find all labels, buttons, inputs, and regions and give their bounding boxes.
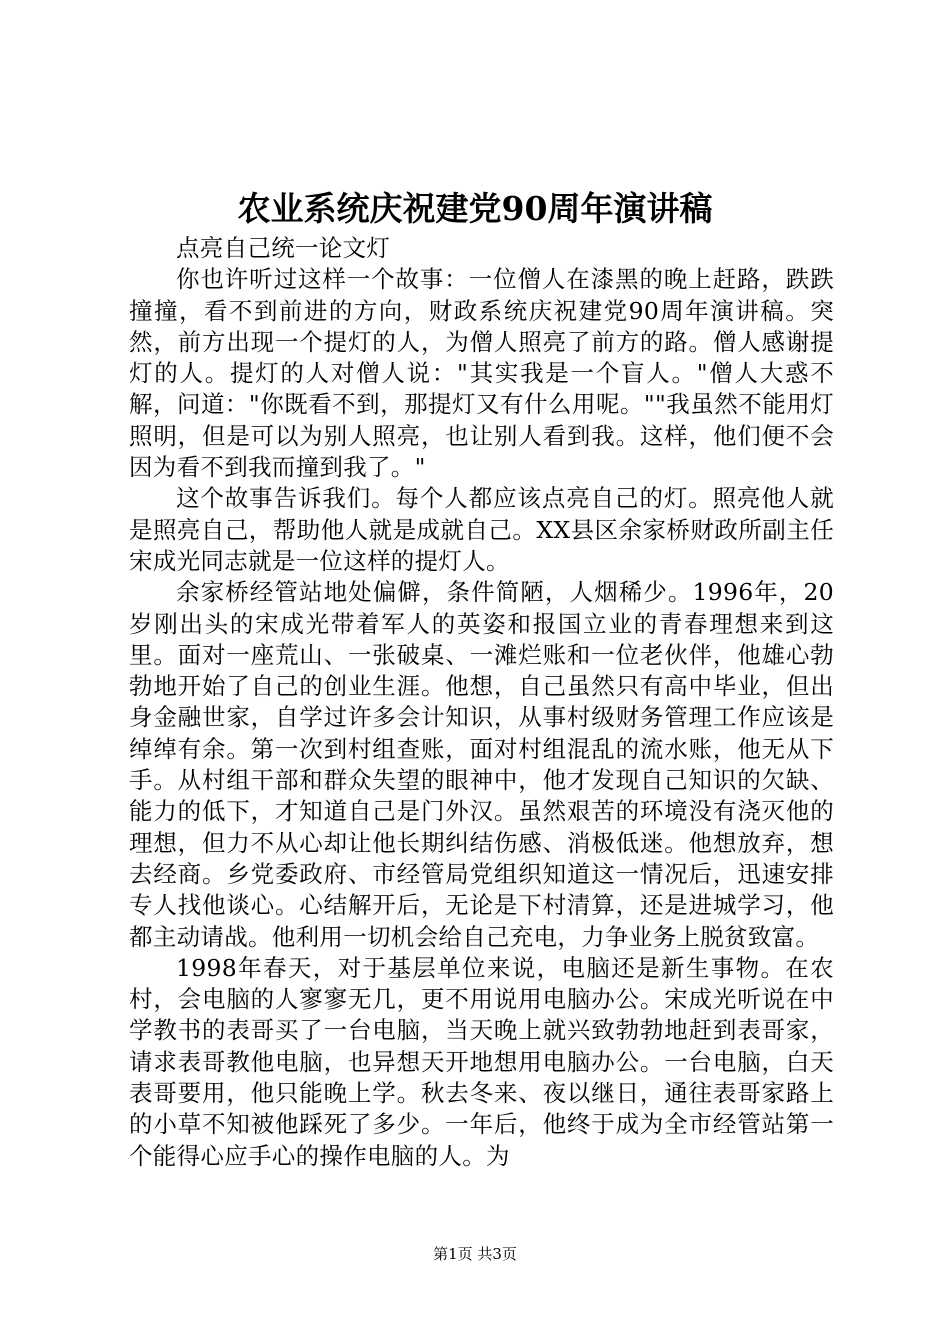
paragraph-story: 你也许听过这样一个故事：一位僧人在漆黑的晚上赶路，跌跌撞撞，看不到前进的方向，财政系统庆祝建党90周年演讲稿。突然，前方出现一个提灯的人，为僧人照亮了前方的路。僧人感谢提灯的人。提灯的人对僧人说："其实我是一个盲人。"僧人大惑不解，问道："你既看不到，那提灯又有什么用呢。""我虽然不能用灯照明，但是可以为别人照亮，也让别人看到我。这样，他们便不会因为看不到我而撞到我了。" xyxy=(129,265,834,482)
document-title: 农业系统庆祝建党90周年演讲稿 xyxy=(237,189,713,228)
paragraph-lesson: 这个故事告诉我们。每个人都应该点亮自己的灯。照亮他人就是照亮自己，帮助他人就是成就自己。XX县区余家桥财政所副主任宋成光同志就是一位这样的提灯人。 xyxy=(129,484,834,575)
paragraph-history: 余家桥经管站地处偏僻，条件简陋，人烟稀少。1996年，20岁刚出头的宋成光带着军人的英姿和报国立业的青春理想来到这里。面对一座荒山、一张破桌、一滩烂账和一位老伙伴，他雄心勃勃地开始了自己的创业生涯。他想，自己虽然只有高中毕业，但出身金融世家，自学过许多会计知识，从事村级财务管理工作应该是绰绰有余。第一次到村组查账，面对村组混乱的流水账，他无从下手。从村组干部和群众失望的眼神中，他才发现自己知识的欠缺、能力的低下，才知道自己是门外汉。虽然艰苦的环境没有浇灭他的理想，但力不从心却让他长期纠结伤感、消极低迷。他想放弃，想去经商。乡党委政府、市经管局党组织知道这一情况后，迅速安排专人找他谈心。心结解开后，无论是下村清算，还是进城学习，他都主动请战。他利用一切机会给自己充电，力争业务上脱贫致富。 xyxy=(129,578,834,951)
paragraph-subtitle: 点亮自己统一论文灯 xyxy=(176,234,391,262)
page-number-footer: 第1页 共3页 xyxy=(433,1245,517,1263)
paragraph-computer: 1998年春天，对于基层单位来说，电脑还是新生事物。在农村，会电脑的人寥寥无几，更不用说用电脑办公。宋成光听说在中学教书的表哥买了一台电脑，当天晚上就兴致勃勃地赶到表哥家，请求表哥教他电脑，也异想天开地想用电脑办公。一台电脑，白天表哥要用，他只能晚上学。秋去冬来、夜以继日，通往表哥家路上的小草不知被他踩死了多少。一年后，他终于成为全市经管站第一个能得心应手心的操作电脑的人。为 xyxy=(129,953,834,1170)
document-body xyxy=(129,233,834,1172)
